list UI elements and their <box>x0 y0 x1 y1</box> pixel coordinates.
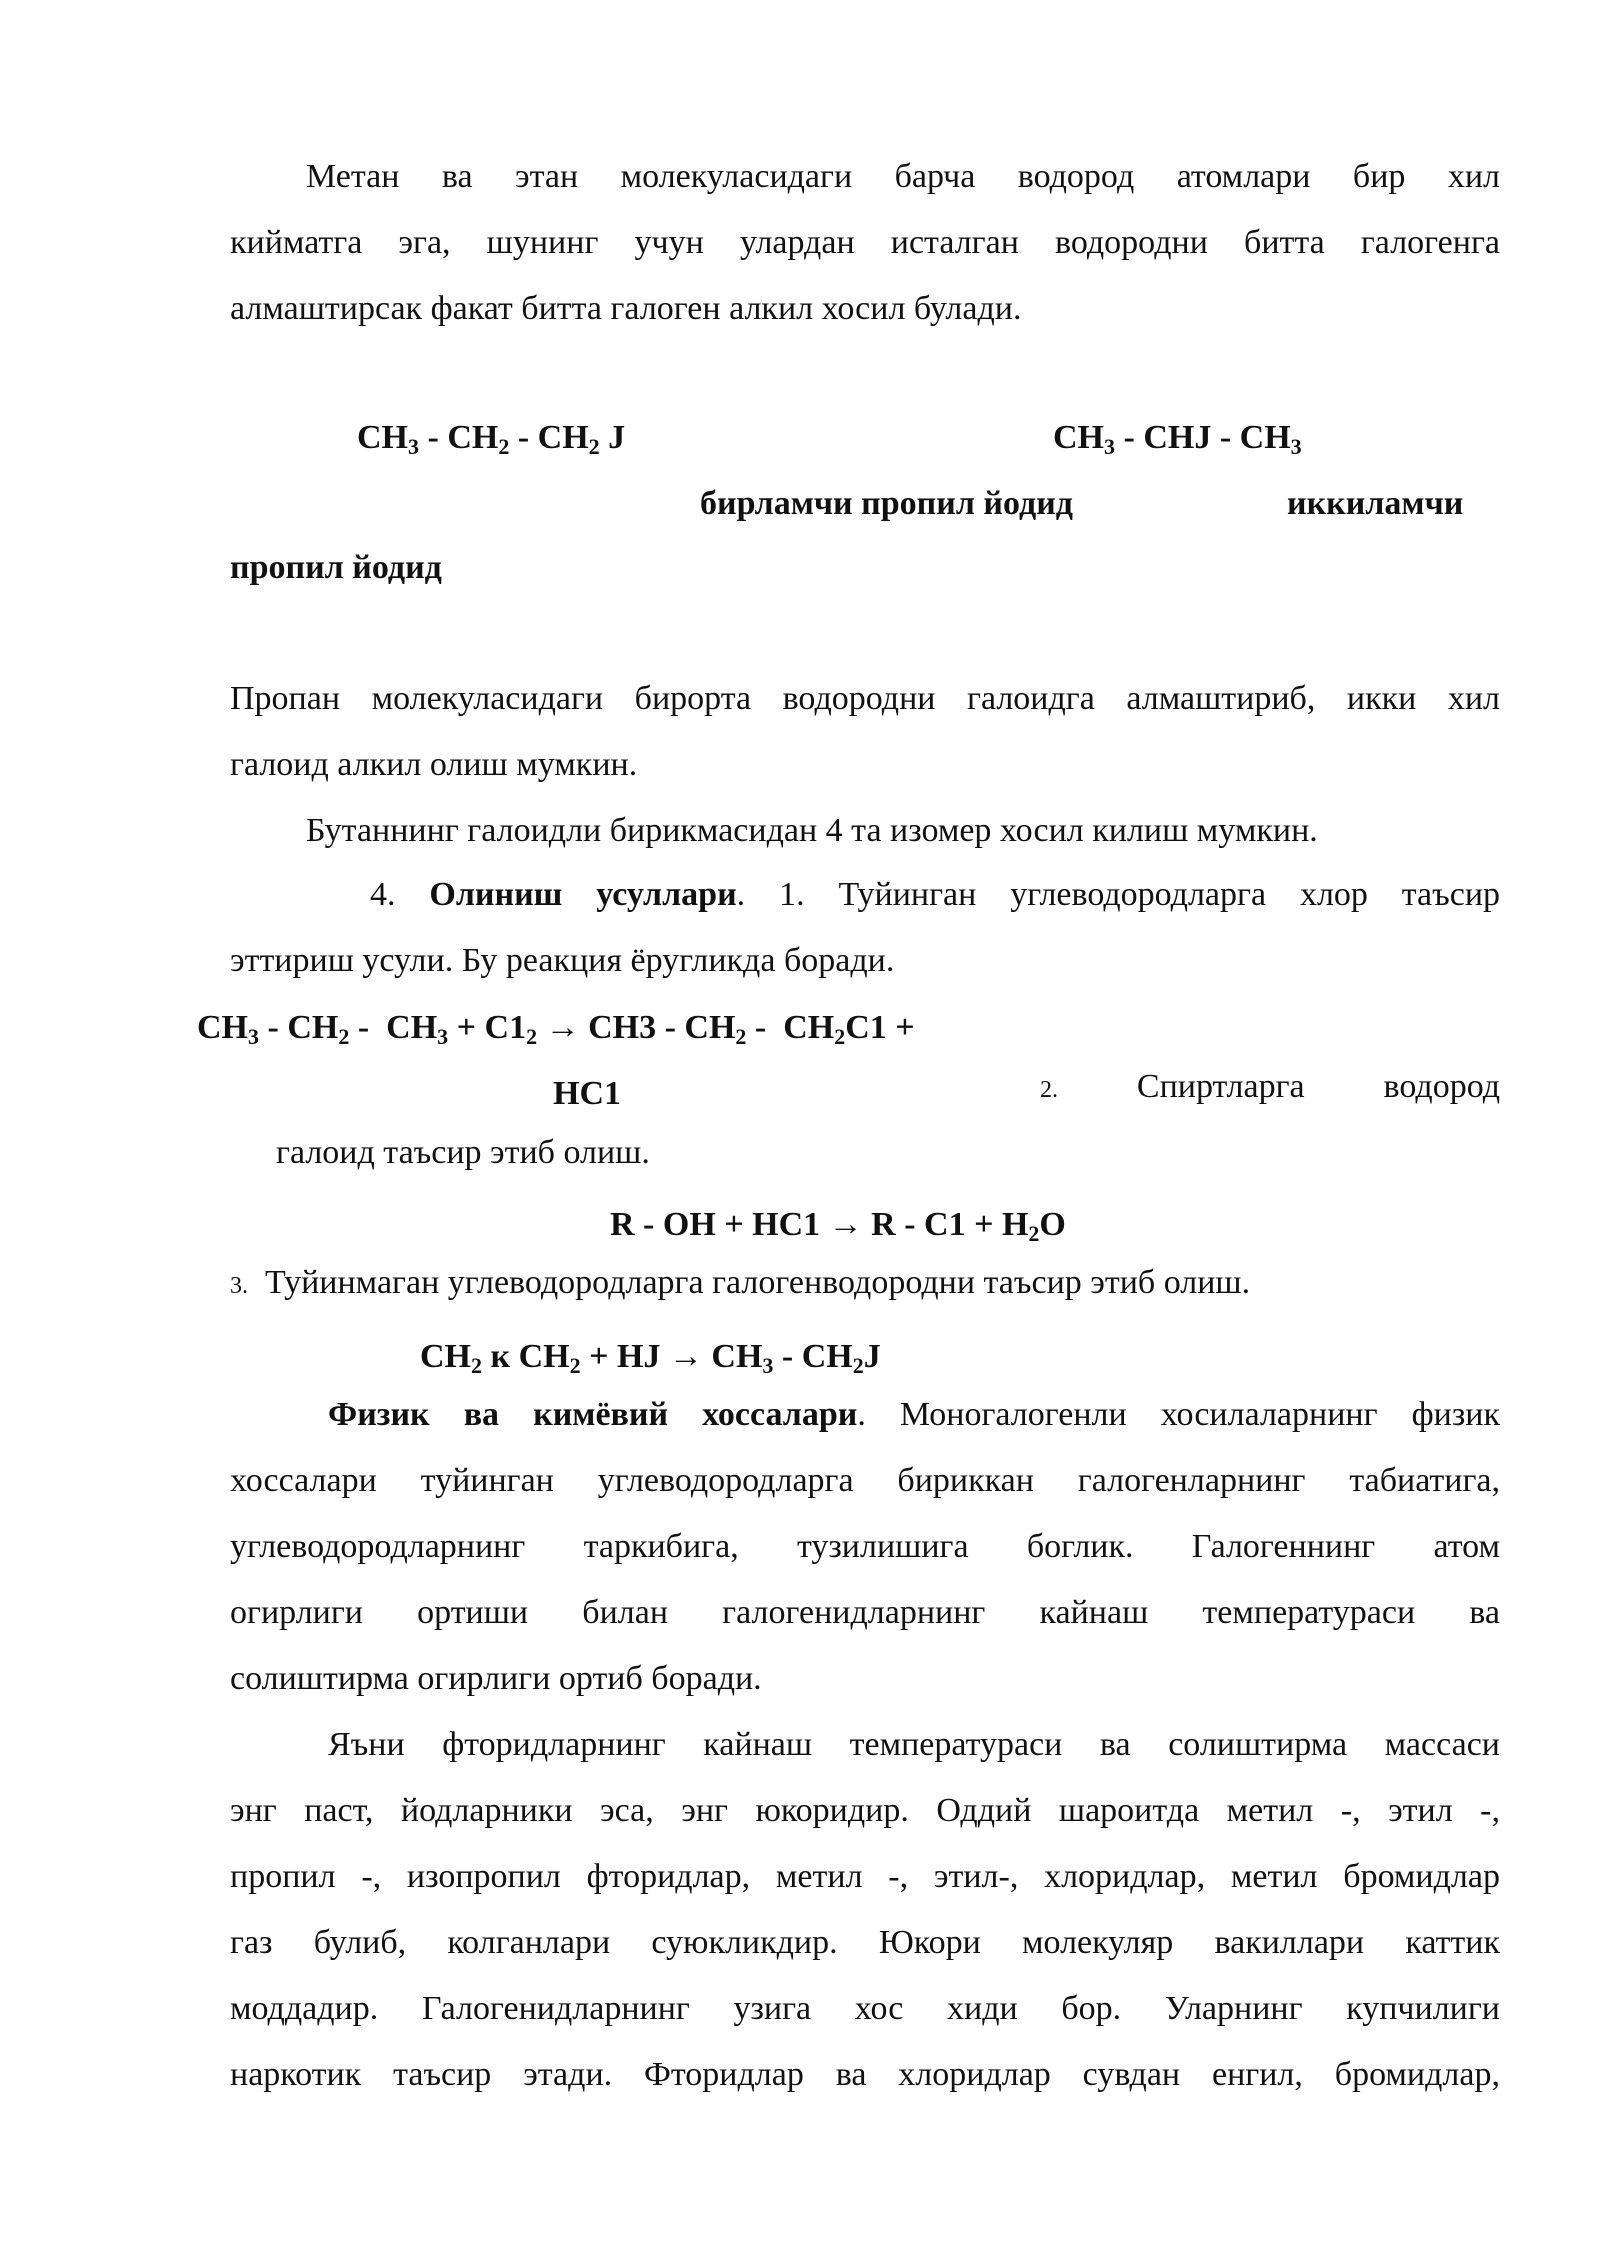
p2-line-2: галоид алкил олиш мумкин. <box>230 746 638 783</box>
paragraph-6 <box>230 1382 1500 1712</box>
p6-line-1-rest: . Моногалогенли хосилаларнинг физик <box>857 1396 1500 1433</box>
p7-line-3: пропил -, изопропил фторидлар, метил -, этил-, хлоридлар, метил бромидлар <box>230 1858 1500 1895</box>
formula-ethylene-hydroiodination: CH2 к CH2 + HJ → CH3 - CH2J <box>420 1338 881 1378</box>
formula-hc1: HC1 <box>553 1075 621 1112</box>
label-secondary-a: иккиламчи <box>1287 485 1464 522</box>
paragraph-4 <box>230 862 1500 994</box>
paragraph-3 <box>306 798 1506 864</box>
formula-secondary-propyl-iodide: CH3 - CHJ - CH3 <box>1053 419 1302 459</box>
item-2-line-2: галоид таъсир этиб олиш. <box>276 1134 650 1171</box>
paragraph-1 <box>230 144 1500 342</box>
p5-text: Туйинмаган углеводородларга галогенводородни таъсир этиб олиш. <box>265 1264 1251 1301</box>
p1-line-2: кийматга эга, шунинг учун улардан исталган водородни битта галогенга <box>230 224 1500 261</box>
p7-line-4: газ булиб, колганлари суюкликдир. Юкори молекуляр вакиллари каттик <box>230 1924 1500 1961</box>
p6-line-3: углеводородларнинг таркибига, тузилишига боглик. Галогеннинг атом <box>230 1528 1500 1565</box>
p7-line-6: наркотик таъсир этади. Фторидлар ва хлоридлар сувдан енгил, бромидлар, <box>230 2056 1500 2093</box>
item-number-2: 2. <box>1040 1077 1058 1103</box>
formula-chlorination: CH3 - CH2 - CH3 + C12 → CH3 - CH2 - CH2C1 + <box>197 1009 915 1049</box>
p6-line-2: хоссалари туйинган углеводородларга бириккан галогенларнинг табиатига, <box>230 1462 1500 1499</box>
paragraph-7 <box>230 1712 1500 2108</box>
p2-line-1: Пропан молекуласидаги бирорта водородни галоидга алмаштириб, икки хил <box>230 680 1500 717</box>
item-number-3: 3. <box>230 1273 248 1299</box>
item-2-line-1 <box>1040 1054 1500 1123</box>
item-number-1: 1. <box>779 876 805 913</box>
section-number: 4. <box>370 876 396 913</box>
formula-primary-propyl-iodide: CH3 - CH2 - CH2 J <box>357 419 626 459</box>
heading-period: . <box>736 876 746 913</box>
p4-line-1-rest: Туйинган углеводородларга хлор таъсир <box>838 876 1501 913</box>
label-primary-propyl-iodide: бирламчи пропил йодид <box>700 485 1074 522</box>
section-heading-methods: Олиниш усуллари <box>429 876 737 913</box>
p7-line-2: энг паст, йодларники эса, энг юкоридир. Оддий шароитда метил -, этил -, <box>230 1792 1500 1829</box>
p1-line-1: Метан ва этан молекуласидаги барча водород атомлари бир хил <box>306 158 1500 195</box>
p4-line-2: эттириш усули. Бу реакция ёругликда боради. <box>230 942 895 979</box>
p6-line-4: огирлиги ортиши билан галогенидларнинг кайнаш температураси ва <box>230 1594 1500 1631</box>
p7-line-5: моддадир. Галогенидларнинг узига хос хиди бор. Уларнинг купчилиги <box>230 1990 1500 2027</box>
paragraph-5 <box>230 1250 1500 1319</box>
p6-line-1 <box>328 1382 1500 1448</box>
p7-line-1: Яъни фторидларнинг кайнаш температураси ва солиштирма массаси <box>328 1726 1500 1763</box>
p4-line-1 <box>370 862 1500 928</box>
p1-line-3: алмаштирсак факат битта галоген алкил хосил булади. <box>230 290 1022 327</box>
p3-line: Бутаннинг галоидли бирикмасидан 4 та изомер хосил килиш мумкин. <box>306 812 1318 849</box>
p6-line-5: солиштирма огирлиги ортиб боради. <box>230 1660 762 1697</box>
paragraph-2 <box>230 666 1500 798</box>
item-2-word-2: водород <box>1383 1068 1501 1105</box>
section-heading-properties: Физик ва кимёвий хоссалари <box>328 1396 858 1433</box>
item-2-word-1: Спиртларга <box>1136 1068 1305 1105</box>
formula-alcohol-hydrogen-halide: R - OH + HC1 → R - C1 + H2O <box>610 1206 1066 1246</box>
label-secondary-b: пропил йодид <box>230 549 442 586</box>
